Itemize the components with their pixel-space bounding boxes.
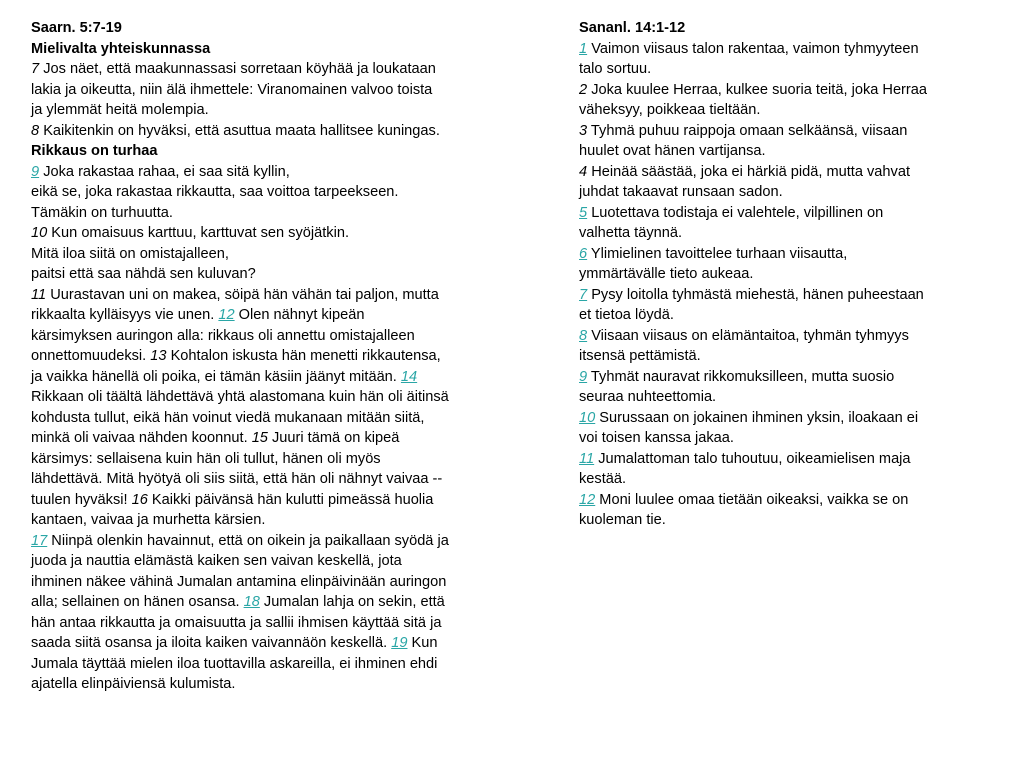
text-line: onnettomuudeksi. 13 Kohtalon iskusta hän menetti rikkautensa, [31, 348, 441, 364]
text-line: kärsimys: sellaisena kuin hän oli tullut, hänen oli myös [31, 450, 381, 467]
text-line: minkä oli vaivaa nähden koonnut. 15 Juuri tämä on kipeä [31, 430, 400, 446]
text-line: et tietoa löydä. [579, 307, 674, 323]
right-heading: Sananl. 14:1-12 [579, 20, 686, 36]
text-line: 12 Moni luulee omaa tietään oikeaksi, vaikka se on [579, 491, 909, 508]
verse-number: 11 [31, 286, 47, 303]
text-line: huulet ovat hänen vartijansa. [579, 143, 766, 159]
text-line: 9 Joka rakastaa rahaa, ei saa sitä kyllin, [31, 163, 290, 180]
text-line: 3 Tyhmä puhuu raippoja omaan selkäänsä, viisaan [579, 122, 908, 139]
text-line: kärsimyksen auringon alla: rikkaus oli annettu omistajalleen [31, 327, 415, 344]
verse-link[interactable]: 9 [579, 368, 588, 385]
verse-number: 8 [31, 122, 40, 139]
text-line: lähdettävä. Mitä hyötyä oli siis siitä, että hän oli nähnyt vaivaa -- [31, 471, 443, 487]
text-line: alla; sellainen on hänen osansa. 18 Jumalan lahja on sekin, että [31, 594, 445, 610]
text-line: 7 Jos näet, että maakunnassasi sorretaan köyhää ja loukataan [31, 61, 436, 77]
text-line: juoda ja nauttia elämästä kaiken sen vaivan keskellä, jota [31, 553, 402, 569]
text-line: ajatella elinpäiviensä kulumista. [31, 676, 236, 692]
verse-number: 2 [579, 81, 588, 98]
text-line: Mitä iloa siitä on omistajalleen, [31, 245, 229, 262]
text-line: kantaen, vaivaa ja murhetta kärsien. [31, 512, 266, 528]
verse-link[interactable]: 6 [579, 245, 588, 262]
text-line: rikkaalta kylläisyys vie unen. 12 Olen nähnyt kipeän [31, 307, 365, 323]
verse-number: 4 [579, 163, 588, 180]
verse-link[interactable]: 14 [400, 368, 418, 385]
verse-number: 7 [31, 61, 40, 77]
verse-link[interactable]: 12 [579, 491, 596, 508]
text-line: ymmärtävälle tieto aukeaa. [579, 266, 754, 282]
verse-link[interactable]: 10 [579, 409, 596, 426]
verse-number: 13 [150, 348, 167, 364]
left-heading: Saarn. 5:7-19 [31, 20, 122, 36]
text-line: itsensä pettämistä. [579, 348, 701, 364]
verse-link[interactable]: 17 [31, 532, 48, 549]
text-line: seuraa nuhteettomia. [579, 389, 717, 405]
text-line: tuulen hyväksi! 16 Kaikki päivänsä hän kulutti pimeässä huolia [31, 491, 434, 508]
text-line: 8 Viisaan viisaus on elämäntaitoa, tyhmän tyhmyys [579, 327, 909, 344]
verse-link[interactable]: 11 [579, 450, 595, 467]
text-line: Jumala täyttää mielen iloa tuottavilla askareilla, ei ihminen ehdi [31, 655, 438, 672]
verse-link[interactable]: 1 [579, 40, 588, 57]
verse-link[interactable]: 18 [243, 594, 260, 610]
text-line: eikä se, joka rakastaa rikkautta, saa voittoa tarpeekseen. [31, 184, 399, 200]
text-line: kohdusta tullut, eikä hän voinut viedä mukanaan mitään siitä, [31, 409, 425, 426]
text-line: 6 Ylimielinen tavoittelee turhaan viisautta, [579, 245, 848, 262]
right-column [579, 18, 999, 531]
text-line: 9 Tyhmät nauravat rikkomuksilleen, mutta suosio [579, 368, 895, 385]
text-line: hän antaa rikkautta ja omaisuutta ja sallii ihmisen käyttää sitä ja [31, 614, 442, 631]
text-line: 10 Kun omaisuus karttuu, karttuvat sen syöjätkin. [31, 225, 349, 241]
text-line: kuoleman tie. [579, 512, 666, 528]
text-line: Rikkaan oli täältä lähdettävä yhtä alastomana kuin hän oli äitinsä [31, 389, 449, 405]
text-line: juhdat takaavat runsaan sadon. [579, 184, 783, 200]
verse-link[interactable]: 19 [391, 635, 408, 651]
text-line: ja ylemmät heitä molempia. [31, 102, 209, 118]
text-line: ihminen näkee vähinä Jumalan antamina elinpäivinään auringon [31, 573, 447, 590]
verse-link[interactable]: 12 [218, 307, 235, 323]
verse-number: 10 [31, 225, 48, 241]
text-line: paitsi että saa nähdä sen kuluvan? [31, 266, 256, 282]
verse-number: 15 [251, 430, 268, 446]
text-line: Tämäkin on turhuutta. [31, 204, 173, 221]
verse-link[interactable]: 8 [579, 327, 588, 344]
text-line: ja vaikka hänellä oli poika, ei tämän käsiin jäänyt mitään. 14 [31, 368, 418, 385]
section-heading: Mielivalta yhteiskunnassa [31, 40, 211, 57]
verse-link[interactable]: 9 [31, 163, 40, 180]
text-line: 4 Heinää säästää, joka ei härkiä pidä, mutta vahvat [579, 163, 911, 180]
text-line: 17 Niinpä olenkin havainnut, että on oikein ja paikallaan syödä ja [31, 532, 449, 549]
text-line: 1 Vaimon viisaus talon rakentaa, vaimon tyhmyyteen [579, 40, 919, 57]
verse-number: 16 [131, 491, 148, 508]
text-line: saada siitä osansa ja iloita kaiken vaivannäön keskellä. 19 Kun [31, 635, 438, 651]
text-line: 11 Jumalattoman talo tuhoutuu, oikeamielisen maja [579, 450, 911, 467]
left-column [31, 18, 531, 695]
text-line: valhetta täynnä. [579, 225, 683, 241]
text-line: 11 Uurastavan uni on makea, söipä hän vähän tai paljon, mutta [31, 286, 439, 303]
verse-link[interactable]: 7 [579, 286, 588, 303]
text-line: 8 Kaikitenkin on hyväksi, että asuttua maata hallitsee kuningas. [31, 122, 440, 139]
text-line: kestää. [579, 471, 627, 487]
text-line: 2 Joka kuulee Herraa, kulkee suoria teitä, joka Herraa [579, 81, 928, 98]
section-heading: Rikkaus on turhaa [31, 143, 158, 159]
text-line: väheksyy, poikkeaa tieltään. [579, 102, 761, 118]
text-line: 10 Surussaan on jokainen ihminen yksin, iloakaan ei [579, 409, 919, 426]
text-line: voi toisen kanssa jakaa. [579, 430, 734, 446]
text-line: 7 Pysy loitolla tyhmästä miehestä, hänen puheestaan [579, 286, 924, 303]
verse-number: 3 [579, 122, 588, 139]
text-line: lakia ja oikeutta, niin älä ihmettele: Viranomainen valvoo toista [31, 81, 433, 98]
text-line: 5 Luotettava todistaja ei valehtele, vilpillinen on [579, 204, 884, 221]
verse-link[interactable]: 5 [579, 204, 588, 221]
text-line: talo sortuu. [579, 61, 652, 77]
